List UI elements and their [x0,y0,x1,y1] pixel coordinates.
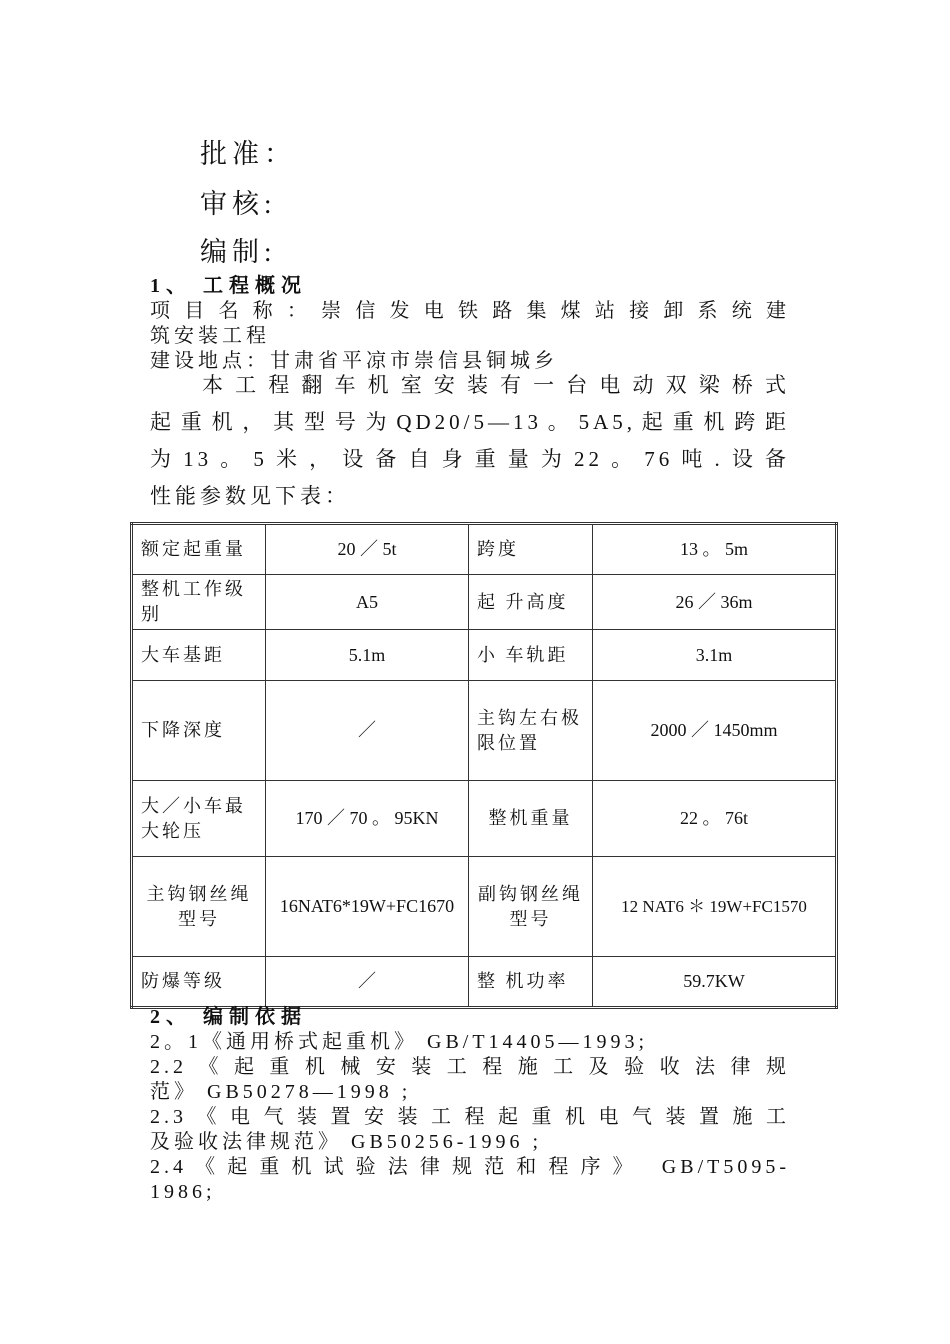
param-value: 170 ／ 70 。 95KN [266,781,469,857]
param-value: ／ [266,957,469,1008]
description-line3: 为13。5米，设备自身重量为22。76吨.设备 [150,447,790,471]
project-name-line2: 筑安装工程 [150,325,270,347]
param-value: 22 。 76t [593,781,837,857]
description-line4: 性能参数见下表： [150,484,350,508]
param-label: 下降深度 [132,681,266,781]
section2-block [150,1005,790,1205]
section1-heading: 1、 工程概况 [150,275,307,297]
section1-block [150,274,790,374]
table-row [132,524,837,575]
param-label: 跨度 [469,524,593,575]
table-row [132,681,837,781]
basis-item-1: 2。1《通用桥式起重机》 GB/T14405—1993; [150,1031,649,1053]
project-name-line1: 项目名称：崇信发电铁路集煤站接卸系统建 [150,300,790,322]
table-row [132,857,837,957]
param-label: 主钩左右极限位置 [469,681,593,781]
param-value: A5 [266,575,469,630]
description-line2: 起重机，其型号为QD20/5—13。5A5,起重机跨距 [150,410,790,434]
param-label: 整机重量 [469,781,593,857]
basis-item-2-line1: 2.2《起重机械安装工程施工及验收法律规 [150,1056,790,1078]
param-value: 16NAT6*19W+FC1670 [266,857,469,957]
basis-item-2-line2: 范》 GB50278—1998 ; [150,1081,412,1103]
construction-location: 建设地点：甘肃省平凉市崇信县铜城乡 [150,350,558,372]
param-label: 主钩钢丝绳型号 [132,857,266,957]
param-value: 13 。 5m [593,524,837,575]
project-description [150,367,790,515]
review-signature-label: 审核: [200,189,277,219]
section2-heading: 2、 编制依据 [150,1006,307,1028]
param-label: 大／小车最大轮压 [132,781,266,857]
param-value: 59.7KW [593,957,837,1008]
param-value: 20 ／ 5t [266,524,469,575]
param-label: 副钩钢丝绳型号 [469,857,593,957]
param-label: 起 升高度 [469,575,593,630]
param-value: ／ [266,681,469,781]
param-value: 2000 ／ 1450mm [593,681,837,781]
table-row [132,575,837,630]
compile-signature-label: 编制: [200,237,277,267]
approve-signature-label: 批准： [200,139,296,169]
table-row [132,957,837,1008]
param-value: 5.1m [266,630,469,681]
basis-item-4-line2: 1986; [150,1181,216,1203]
basis-item-4-line1: 2.4《起重机试验法律规范和程序》 GB/T5095- [150,1156,790,1178]
param-label: 防爆等级 [132,957,266,1008]
param-label: 整 机功率 [469,957,593,1008]
param-label: 小 车轨距 [469,630,593,681]
param-value: 3.1m [593,630,837,681]
param-value: 26 ／ 36m [593,575,837,630]
param-label: 整机工作级别 [132,575,266,630]
equipment-parameters-table [130,522,838,1009]
basis-item-3-line2: 及验收法律规范》 GB50256-1996 ; [150,1131,542,1153]
param-label: 大车基距 [132,630,266,681]
basis-item-3-line1: 2.3《电气装置安装工程起重机电气装置施工 [150,1106,790,1128]
description-line1: 本工程翻车机室安装有一台电动双梁桥式 [202,373,790,397]
param-value: 12 NAT6 ＊ 19W+FC1570 [593,857,837,957]
param-label: 额定起重量 [132,524,266,575]
table-row [132,781,837,857]
table-row [132,630,837,681]
